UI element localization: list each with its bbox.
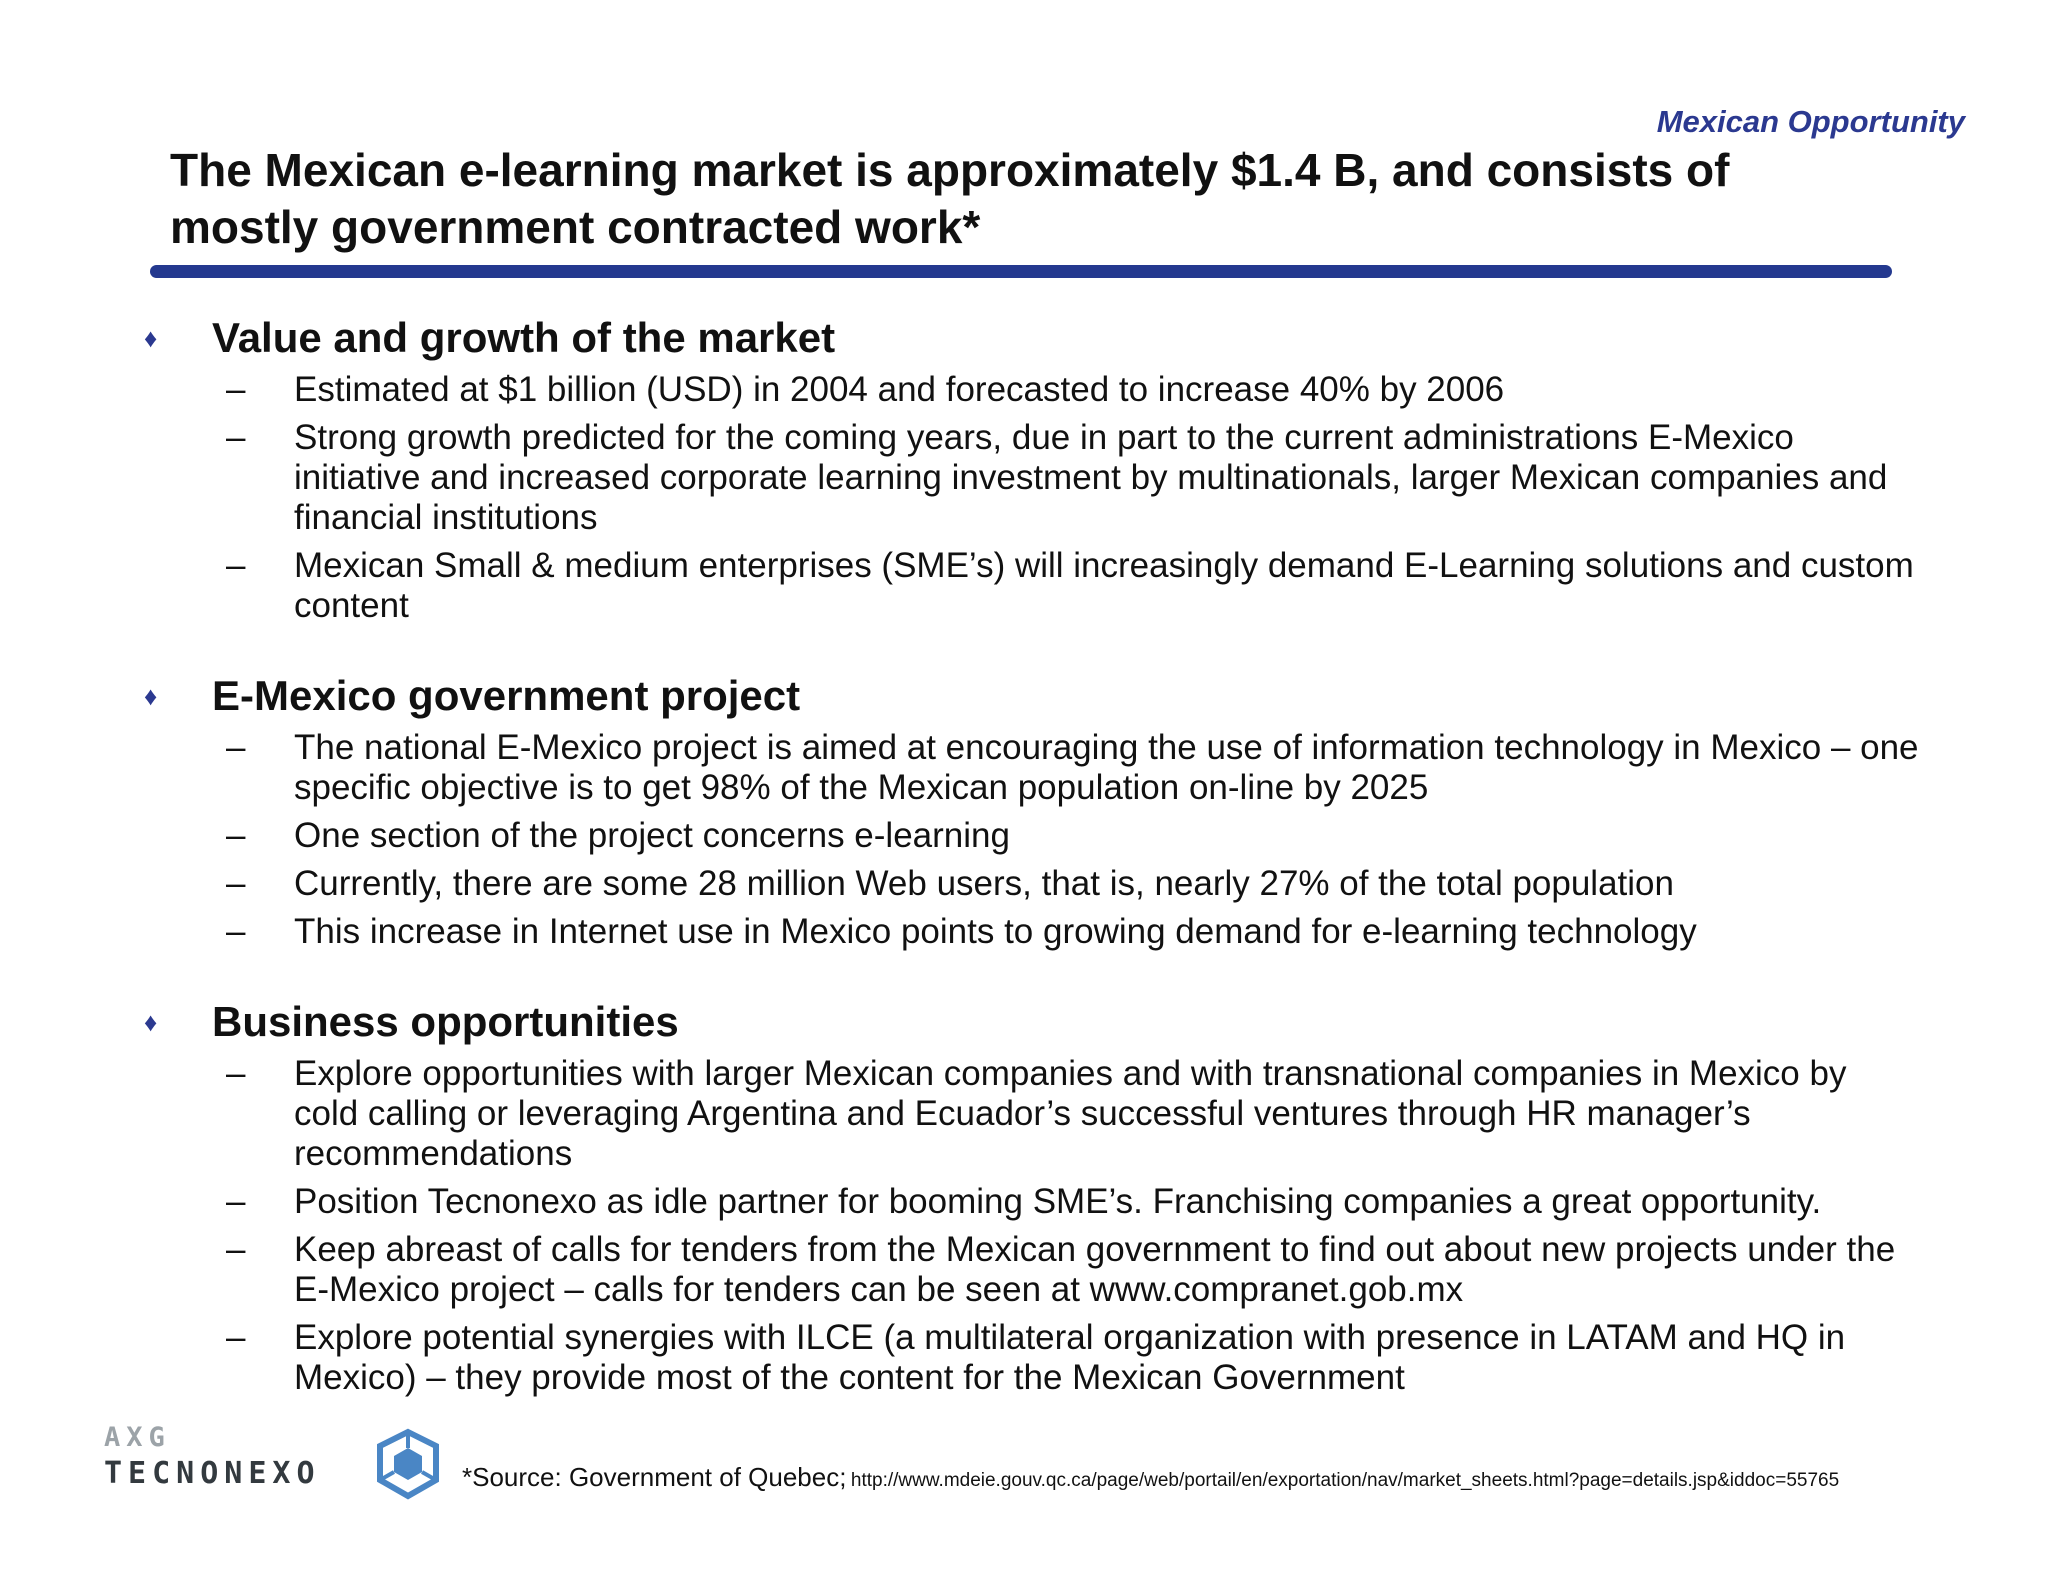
bullet-list (140, 1054, 1920, 1398)
cube-logo-icon (376, 1428, 440, 1500)
section-heading-row (140, 996, 1920, 1048)
dash-icon: – (226, 418, 246, 457)
dash-icon: – (226, 1182, 246, 1221)
dash-icon: – (226, 728, 246, 767)
list-item-text: This increase in Internet use in Mexico points to growing demand for e-learning technology (294, 912, 1697, 951)
list-item-text: Currently, there are some 28 million Web users, that is, nearly 27% of the total population (294, 864, 1674, 903)
list-item-text: The national E-Mexico project is aimed at encouraging the use of information technology in Mexico – one specific objective is to get 98% of the Mexican population on-line by 2025 (294, 728, 1919, 807)
section-heading: Value and growth of the market (212, 314, 836, 361)
list-item-text: Explore potential synergies with ILCE (a multilateral organization with presence in LATAM and HQ in Mexico) – they provide most of the content for the Mexican Government (294, 1318, 1846, 1397)
list-item (140, 728, 1920, 808)
list-item (140, 864, 1920, 904)
dash-icon: – (226, 546, 246, 585)
list-item (140, 370, 1920, 410)
section-heading-row (140, 312, 1920, 364)
list-item-text: Position Tecnonexo as idle partner for booming SME’s. Franchising companies a great opportunity. (294, 1182, 1822, 1221)
slide-content (140, 312, 1920, 1442)
source-url: http://www.mdeie.gouv.qc.ca/page/web/portail/en/exportation/nav/market_sheets.html?page=details.jsp&iddoc=55765 (850, 1470, 1840, 1491)
diamond-icon: ♦ (144, 323, 158, 353)
bullet-list (140, 370, 1920, 626)
page-title: The Mexican e-learning market is approximately $1.4 B, and consists of mostly government contracted work* (170, 144, 1730, 253)
logo-name-text: TECNONEXO (104, 1456, 321, 1491)
diamond-icon: ♦ (144, 1007, 158, 1037)
list-item-text: Estimated at $1 billion (USD) in 2004 and forecasted to increase 40% by 2006 (294, 370, 1505, 409)
company-logo (104, 1422, 444, 1504)
list-item (140, 1054, 1920, 1174)
section-heading: Business opportunities (212, 998, 679, 1045)
list-item (140, 1318, 1920, 1398)
section-tag: Mexican Opportunity (1656, 104, 1965, 139)
dash-icon: – (226, 1318, 246, 1357)
dash-icon: – (226, 370, 246, 409)
list-item-text: Explore opportunities with larger Mexican companies and with transnational companies in Mexico by cold calling or leveraging Argentina and Ecuador’s successful ventures through HR manager’s recommendations (294, 1054, 1847, 1173)
section-heading-row (140, 670, 1920, 722)
dash-icon: – (226, 912, 246, 951)
title-divider (150, 265, 1892, 278)
list-item-text: One section of the project concerns e-learning (294, 816, 1010, 855)
list-item (140, 1182, 1920, 1222)
list-item-text: Strong growth predicted for the coming years, due in part to the current administrations E-Mexico initiative and increased corporate learning investment by multinationals, larger Mexican companies and financial institutions (294, 418, 1888, 537)
source-note (462, 1462, 1839, 1493)
list-item (140, 1230, 1920, 1310)
dash-icon: – (226, 864, 246, 903)
list-item-text: Keep abreast of calls for tenders from the Mexican government to find out about new projects under the E-Mexico project – calls for tenders can be seen at www.compranet.gob.mx (294, 1230, 1896, 1309)
dash-icon: – (226, 1054, 246, 1093)
section-business-opportunities (140, 996, 1920, 1398)
logo-axg-text: AXG (104, 1422, 171, 1453)
list-item (140, 912, 1920, 952)
section-emexico-project (140, 670, 1920, 952)
list-item (140, 816, 1920, 856)
section-heading: E-Mexico government project (212, 672, 801, 719)
list-item (140, 546, 1920, 626)
list-item (140, 418, 1920, 538)
dash-icon: – (226, 816, 246, 855)
list-item-text: Mexican Small & medium enterprises (SME’s) will increasingly demand E-Learning solutions and custom content (294, 546, 1914, 625)
bullet-list (140, 728, 1920, 952)
diamond-icon: ♦ (144, 681, 158, 711)
dash-icon: – (226, 1230, 246, 1269)
section-market-value (140, 312, 1920, 626)
source-label: *Source: Government of Quebec; (462, 1462, 847, 1492)
